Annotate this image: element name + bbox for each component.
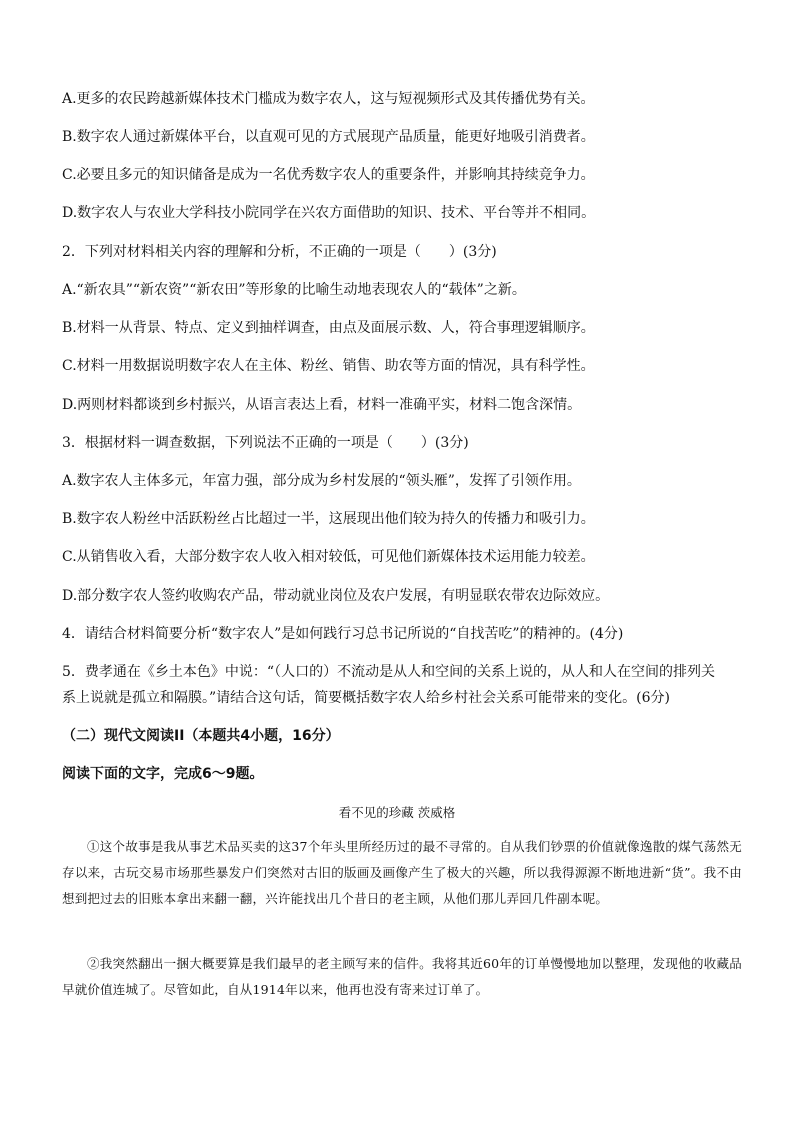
- q3-option-b: B.数字农人粉丝中活跃粉丝占比超过一半，这展现出他们较为持久的传播力和吸引力。: [62, 511, 595, 527]
- q5-line-1: 5．费孝通在《乡土本色》中说：“（人口的）不流动是从人和空间的关系上说的，从人和人在空间的排列关: [62, 664, 716, 680]
- passage-paragraph-1: ①这个故事是我从事艺术品买卖的这37个年头里所经历过的最不寻常的。自从我们钞票的价值就像逸散的煤气荡然无存以来，古玩交易市场那些暴发户们突然对古旧的版画及画像产生了极大的兴趣，所以我得源源不断地进新“货”。我不由想到把过去的旧账本拿出来翻一翻，兴许能找出几个昔日的老主顾，从他们那儿弄回几件副本呢。: [62, 839, 742, 906]
- q4-stem: 4．请结合材料简要分析“数字农人”是如何践行习总书记所说的“自找苦吃”的精神的。(4分): [62, 626, 624, 642]
- q2-option-b: B.材料一从背景、特点、定义到抽样调查，由点及面展示数、人，符合事理逻辑顺序。: [62, 320, 595, 336]
- q2-option-c: C.材料一用数据说明数字农人在主体、粉丝、销售、助农等方面的情况，具有科学性。: [62, 358, 595, 374]
- q1-option-b: B.数字农人通过新媒体平台，以直观可见的方式展现产品质量，能更好地吸引消费者。: [62, 129, 595, 145]
- q3-option-d: D.部分数字农人签约收购农产品，带动就业岗位及农户发展，有明显联农带农边际效应。: [62, 588, 610, 604]
- passage-title: 看不见的珍藏 茨威格: [338, 805, 456, 820]
- q5-line-2: 系上说就是孤立和隔膜。”请结合这句话，简要概括数字农人给乡村社会关系可能带来的变化。(6分): [62, 690, 670, 706]
- q3-stem: 3．根据材料一调查数据，下列说法不正确的一项是（ ）(3分): [62, 435, 469, 451]
- q1-option-c: C.必要且多元的知识储备是成为一名优秀数字农人的重要条件，并影响其持续竞争力。: [62, 167, 595, 183]
- q1-option-d: D.数字农人与农业大学科技小院同学在兴农方面借助的知识、技术、平台等并不相同。: [62, 205, 596, 221]
- q3-option-c: C.从销售收入看，大部分数字农人收入相对较低，可见他们新媒体技术运用能力较差。: [62, 549, 595, 565]
- q2-option-d: D.两则材料都谈到乡村振兴，从语言表达上看，材料一准确平实，材料二饱含深情。: [62, 397, 582, 413]
- reading-instruction: 阅读下面的文字，完成6～9题。: [62, 766, 264, 782]
- q2-stem: 2．下列对材料相关内容的理解和分析，不正确的一项是（ ）(3分): [62, 244, 497, 260]
- section-heading: （二）现代文阅读II（本题共4小题，16分）: [62, 728, 340, 744]
- q2-option-a: A.“新农具”“新农资”“新农田”等形象的比喻生动地表现农人的“载体”之新。: [62, 282, 526, 298]
- passage-paragraph-2: ②我突然翻出一捆大概要算是我们最早的老主顾写来的信件。我将其近60年的订单慢慢地加以整理，发现他的收藏品早就价值连城了。尽管如此，自从1914年以来，他再也没有寄来过订单了。: [62, 956, 742, 997]
- q3-option-a: A.数字农人主体多元，年富力强，部分成为乡村发展的“领头雁”，发挥了引领作用。: [62, 473, 581, 489]
- q1-option-a: A.更多的农民跨越新媒体技术门槛成为数字农人，这与短视频形式及其传播优势有关。: [62, 91, 595, 107]
